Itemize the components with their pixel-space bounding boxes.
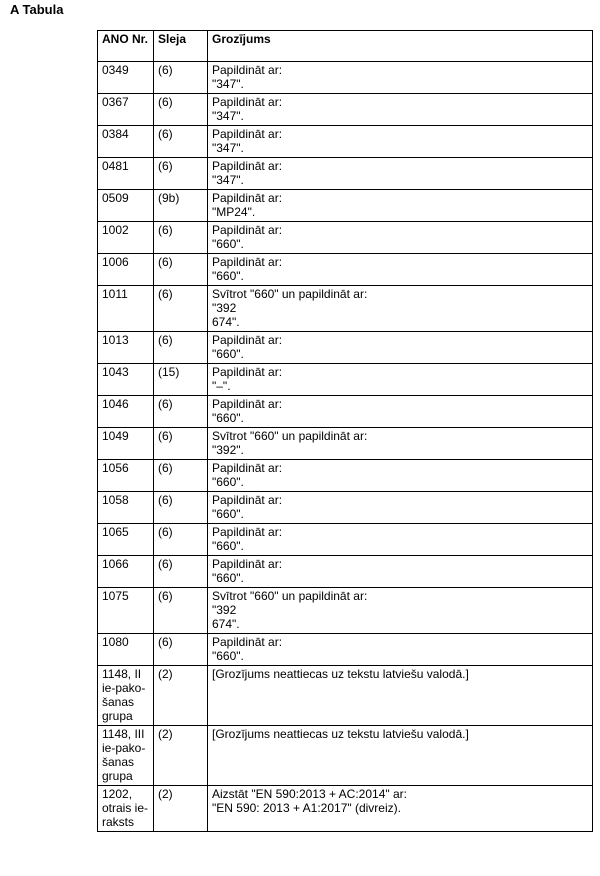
column-cell: (6) [154,94,208,126]
table-row [98,254,593,286]
column-cell: (6) [154,428,208,460]
amendment-cell: Papildināt ar: "MP24". [208,190,593,222]
table-row [98,524,593,556]
ano-cell: 0481 [98,158,154,190]
amendment-cell: Papildināt ar: "660". [208,524,593,556]
amendment-cell: Papildināt ar: "660". [208,556,593,588]
column-cell: (6) [154,396,208,428]
amendment-cell: Papildināt ar: "660". [208,634,593,666]
table-row [98,190,593,222]
ano-cell: 0384 [98,126,154,158]
ano-cell: 1006 [98,254,154,286]
column-cell: (2) [154,726,208,786]
ano-cell: 1049 [98,428,154,460]
ano-cell: 1056 [98,460,154,492]
table-row [98,556,593,588]
amendments-table [97,30,593,832]
amendment-cell: [Grozījums neattiecas uz tekstu latviešu valodā.] [208,666,593,726]
amendment-cell: Aizstāt "EN 590:2013 + AC:2014" ar: "EN 590: 2013 + A1:2017" (divreiz). [208,786,593,832]
table-row [98,396,593,428]
table-row [98,158,593,190]
table-header-row [98,31,593,62]
table-row [98,634,593,666]
ano-cell: 1075 [98,588,154,634]
ano-cell: 1148, III ie-pako-šanas grupa [98,726,154,786]
table-row [98,286,593,332]
ano-cell: 1043 [98,364,154,396]
ano-cell: 1202, otrais ie-raksts [98,786,154,832]
ano-cell: 1013 [98,332,154,364]
amendment-cell: Papildināt ar: "660". [208,492,593,524]
amendment-cell: Papildināt ar: "660". [208,254,593,286]
ano-cell: 1148, II ie-pako-šanas grupa [98,666,154,726]
column-cell: (2) [154,786,208,832]
amendment-cell: Papildināt ar: "347". [208,94,593,126]
table-row [98,62,593,94]
ano-cell: 0349 [98,62,154,94]
amendment-cell: Svītrot "660" un papildināt ar: "392". [208,428,593,460]
column-cell: (6) [154,634,208,666]
table-row [98,492,593,524]
column-cell: (6) [154,158,208,190]
table-row [98,588,593,634]
table-row [98,428,593,460]
amendment-cell: Papildināt ar: "660". [208,460,593,492]
ano-cell: 1002 [98,222,154,254]
amendment-cell: Papildināt ar: "347". [208,62,593,94]
table-row [98,94,593,126]
column-cell: (6) [154,62,208,94]
table-row [98,126,593,158]
amendment-cell: [Grozījums neattiecas uz tekstu latviešu valodā.] [208,726,593,786]
column-cell: (9b) [154,190,208,222]
ano-cell: 1080 [98,634,154,666]
column-cell: (15) [154,364,208,396]
amendment-cell: Papildināt ar: "660". [208,332,593,364]
column-cell: (6) [154,286,208,332]
amendment-cell: Papildināt ar: "–". [208,364,593,396]
table-row [98,666,593,726]
ano-cell: 0509 [98,190,154,222]
column-cell: (6) [154,556,208,588]
column-cell: (6) [154,524,208,556]
amendment-cell: Papildināt ar: "347". [208,126,593,158]
column-cell: (6) [154,492,208,524]
table-row [98,222,593,254]
column-cell: (6) [154,222,208,254]
table-row [98,332,593,364]
header-sleja: Sleja [154,31,208,62]
column-cell: (6) [154,332,208,364]
amendment-cell: Papildināt ar: "347". [208,158,593,190]
page-title: A Tabula [10,2,64,17]
column-cell: (6) [154,254,208,286]
header-ano-nr: ANO Nr. [98,31,154,62]
ano-cell: 1046 [98,396,154,428]
amendment-cell: Svītrot "660" un papildināt ar: "392 674". [208,588,593,634]
ano-cell: 0367 [98,94,154,126]
table-row [98,786,593,832]
ano-cell: 1066 [98,556,154,588]
header-grozijums: Grozījums [208,31,593,62]
column-cell: (6) [154,460,208,492]
ano-cell: 1011 [98,286,154,332]
table-row [98,726,593,786]
amendment-cell: Papildināt ar: "660". [208,396,593,428]
column-cell: (6) [154,126,208,158]
table-row [98,460,593,492]
ano-cell: 1058 [98,492,154,524]
ano-cell: 1065 [98,524,154,556]
amendment-cell: Papildināt ar: "660". [208,222,593,254]
column-cell: (2) [154,666,208,726]
table-row [98,364,593,396]
column-cell: (6) [154,588,208,634]
amendment-cell: Svītrot "660" un papildināt ar: "392 674". [208,286,593,332]
